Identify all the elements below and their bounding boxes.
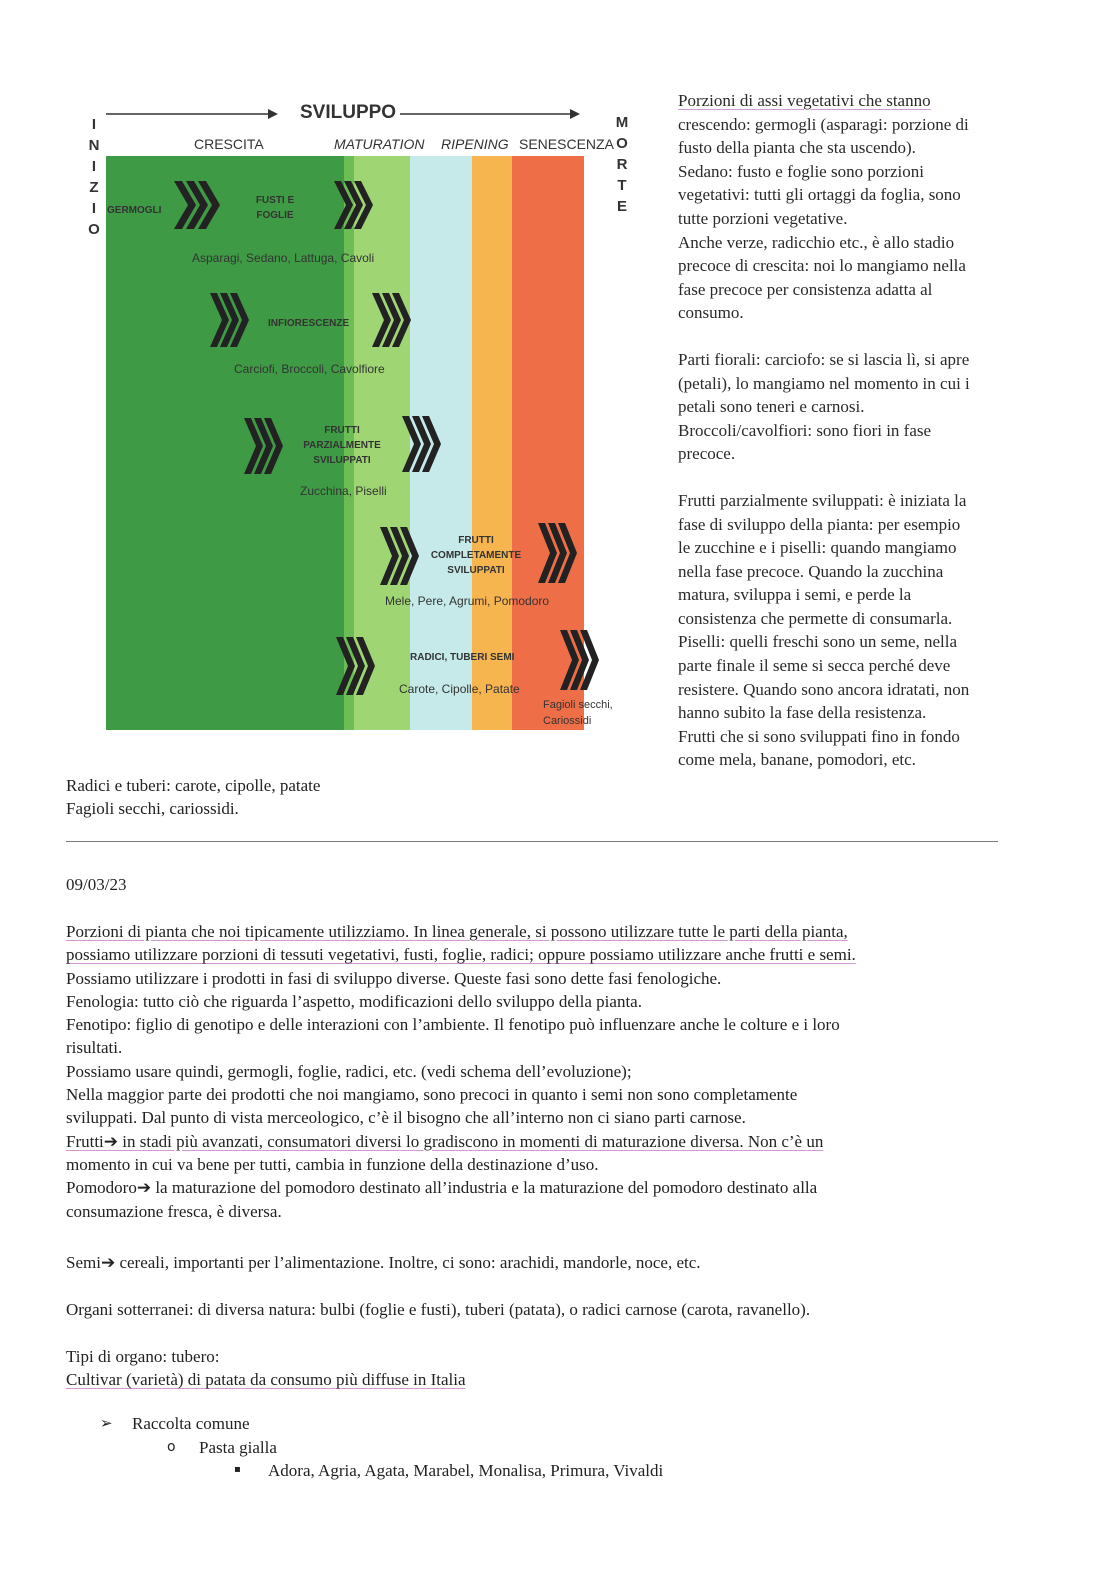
list-item-level1: Raccolta comune xyxy=(132,1414,250,1433)
frutti-compl-label: FRUTTI COMPLETAMENTE SVILUPPATI xyxy=(430,535,522,576)
right-notes xyxy=(678,89,1038,795)
phase-arrows-icon xyxy=(336,637,376,695)
stage-senescenza: SENESCENZA xyxy=(519,136,614,152)
morte-letter: T xyxy=(617,177,627,194)
inizio-letter: Z xyxy=(89,179,99,196)
body-text: Porzioni di pianta che noi tipicamente utilizziamo. In linea generale, si possono utilizzare tutte le parti della pianta, possiamo utilizzare porzioni di tessuti vegetativi, fusti, foglie, radici; oppure possiamo utilizzare anche frutti e semi. Possiamo utilizzare i prodotti in fasi di sviluppo diverse. Queste fasi sono dette fasi fenologiche. Fenologia: tutto ciò che riguarda l’aspetto, modificazioni dello sviluppo della pianta. Fenotipo: figlio di genotipo e delle interazioni con l’ambiente. Il fenotipo può influenzare anche le colture e i loro risultati. Possiamo usare quindi, germogli, foglie, radici, etc. (vedi schema dell’evoluzione); Nella maggior parte dei prodotti che noi mangiamo, sono precoci in quanto i semi non sono completamente sviluppati. Dal punto di vista merceologico, c’è il bisogno che all’interno non ci siano parti carnose. Frutti➔ in stadi più avanzati, consumatori diversi lo gradiscono in momenti di maturazione diversa. Non c’è un momento in cui va bene per tutti, cambia in funzione della destinazione d’uso. Pomodoro➔ la maturazione del pomodoro destinato all’industria e la maturazione del pomodoro destinato alla consumazione fresca, è diversa. xyxy=(66,922,856,1221)
phase-arrows-icon xyxy=(560,630,600,690)
inizio-letter: I xyxy=(91,116,97,133)
circle-bullet-icon: o xyxy=(167,1439,176,1455)
phase-arrows-icon xyxy=(174,181,222,229)
phase-arrows-icon xyxy=(538,523,578,583)
inizio-letter: N xyxy=(88,137,100,154)
morte-letter: R xyxy=(616,156,628,173)
radici-label: RADICI, TUBERI SEMI xyxy=(410,652,515,663)
morte-letter: E xyxy=(616,198,627,215)
phase-arrows-icon xyxy=(334,181,374,229)
list-item-level3: Adora, Agria, Agata, Marabel, Monalisa, Primura, Vivaldi xyxy=(268,1461,664,1480)
infiorescenze-label: INFIORESCENZE xyxy=(268,318,350,329)
germogli-label: GERMOGLI xyxy=(107,205,162,216)
fusti-foglie-label: FUSTI E FOGLIE xyxy=(255,195,295,221)
inizio-letter: I xyxy=(91,158,97,175)
phase-arrows-icon xyxy=(402,416,442,472)
paragraph-vegetativi: Porzioni di assi vegetativi che stanno crescendo: germogli (asparagi: porzione di fusto della pianta che sta uscendo). Sedano: fusto e foglie sono porzioni vegetativi: tutti gli ortaggi da foglia, sono tutte porzioni vegetative. Anche verze, radicchio etc., è allo stadio precoce di crescita: noi lo mangiamo nella fase precoce per consistenza adatta al consumo. xyxy=(678,91,969,323)
top-label: SVILUPPO xyxy=(300,102,397,123)
frutti-compl-examples: Mele, Pere, Agrumi, Pomodoro xyxy=(385,594,550,608)
stage-crescita: CRESCITA xyxy=(194,136,264,152)
paragraph-frutti: Frutti parzialmente sviluppati: è iniziata la fase di sviluppo della pianta: per esempio le zucchine e i piselli: quando mangiamo nella fase precoce. Quando la zucchina matura, sviluppa i semi, e perde la consistenza che permette di consumarla. Piselli: quelli freschi sono un seme, nella parte finale il seme si secca perché deve resistere. Quando sono ancora idratati, non hanno subito la fase della resistenza. Frutti che si sono sviluppati fino in fondo come mela, banane, pomodori, etc. xyxy=(678,490,970,770)
phase-arrows-icon xyxy=(380,527,420,585)
tipi-organo: Tipi di organo: tubero: Cultivar (varietà) di patata da consumo più diffuse in Italia xyxy=(66,1347,466,1390)
organi-line: Organi sotterranei: di diversa natura: bulbi (foglie e fusti), tuberi (patata), o radici carnose (carota, ravanello). xyxy=(66,1300,811,1319)
morte-letter: O xyxy=(616,135,628,152)
paragraph-fiorali: Parti fiorali: carciofo: se si lascia lì, si apre (petali), lo mangiamo nel momento in cui i petali sono teneri e carnosi. Broccoli/cavolfiori: sono fiori in fase precoce. xyxy=(678,349,970,464)
stage-ripening: RIPENING xyxy=(441,136,509,152)
frutti-parz-examples: Zucchina, Piselli xyxy=(300,484,387,498)
left-note: Radici e tuberi: carote, cipolle, patate Fagioli secchi, cariossidi. xyxy=(66,776,321,819)
inizio-letter: O xyxy=(88,221,100,238)
lecture-date: 09/03/23 xyxy=(66,875,127,894)
infiorescenze-examples: Carciofi, Broccoli, Cavolfiore xyxy=(234,362,385,376)
phase-arrows-icon xyxy=(372,293,412,347)
fagioli-examples: Fagioli secchi, Cariossidi xyxy=(543,699,613,727)
inizio-letter: I xyxy=(91,200,97,217)
morte-letter: M xyxy=(615,114,629,131)
stage-maturation: MATURATION xyxy=(334,136,425,152)
phase-arrows-icon xyxy=(210,293,250,347)
separator-line xyxy=(66,841,998,842)
radici-examples: Carote, Cipolle, Patate xyxy=(399,682,520,696)
phase-arrows-icon xyxy=(244,418,284,474)
square-bullet-icon: ▪ xyxy=(234,1464,241,1475)
band-orange xyxy=(472,156,512,730)
semi-line: Semi➔ cereali, importanti per l’alimentazione. Inoltre, ci sono: arachidi, mandorle, noce, etc. xyxy=(66,1253,701,1272)
list-item-level2: Pasta gialla xyxy=(199,1438,277,1457)
fusti-foglie-examples: Asparagi, Sedano, Lattuga, Cavoli xyxy=(192,251,375,265)
frutti-parz-label: FRUTTI PARZIALMENTE SVILUPPATI xyxy=(303,425,381,466)
arrow-bullet-icon: ➢ xyxy=(100,1414,113,1432)
